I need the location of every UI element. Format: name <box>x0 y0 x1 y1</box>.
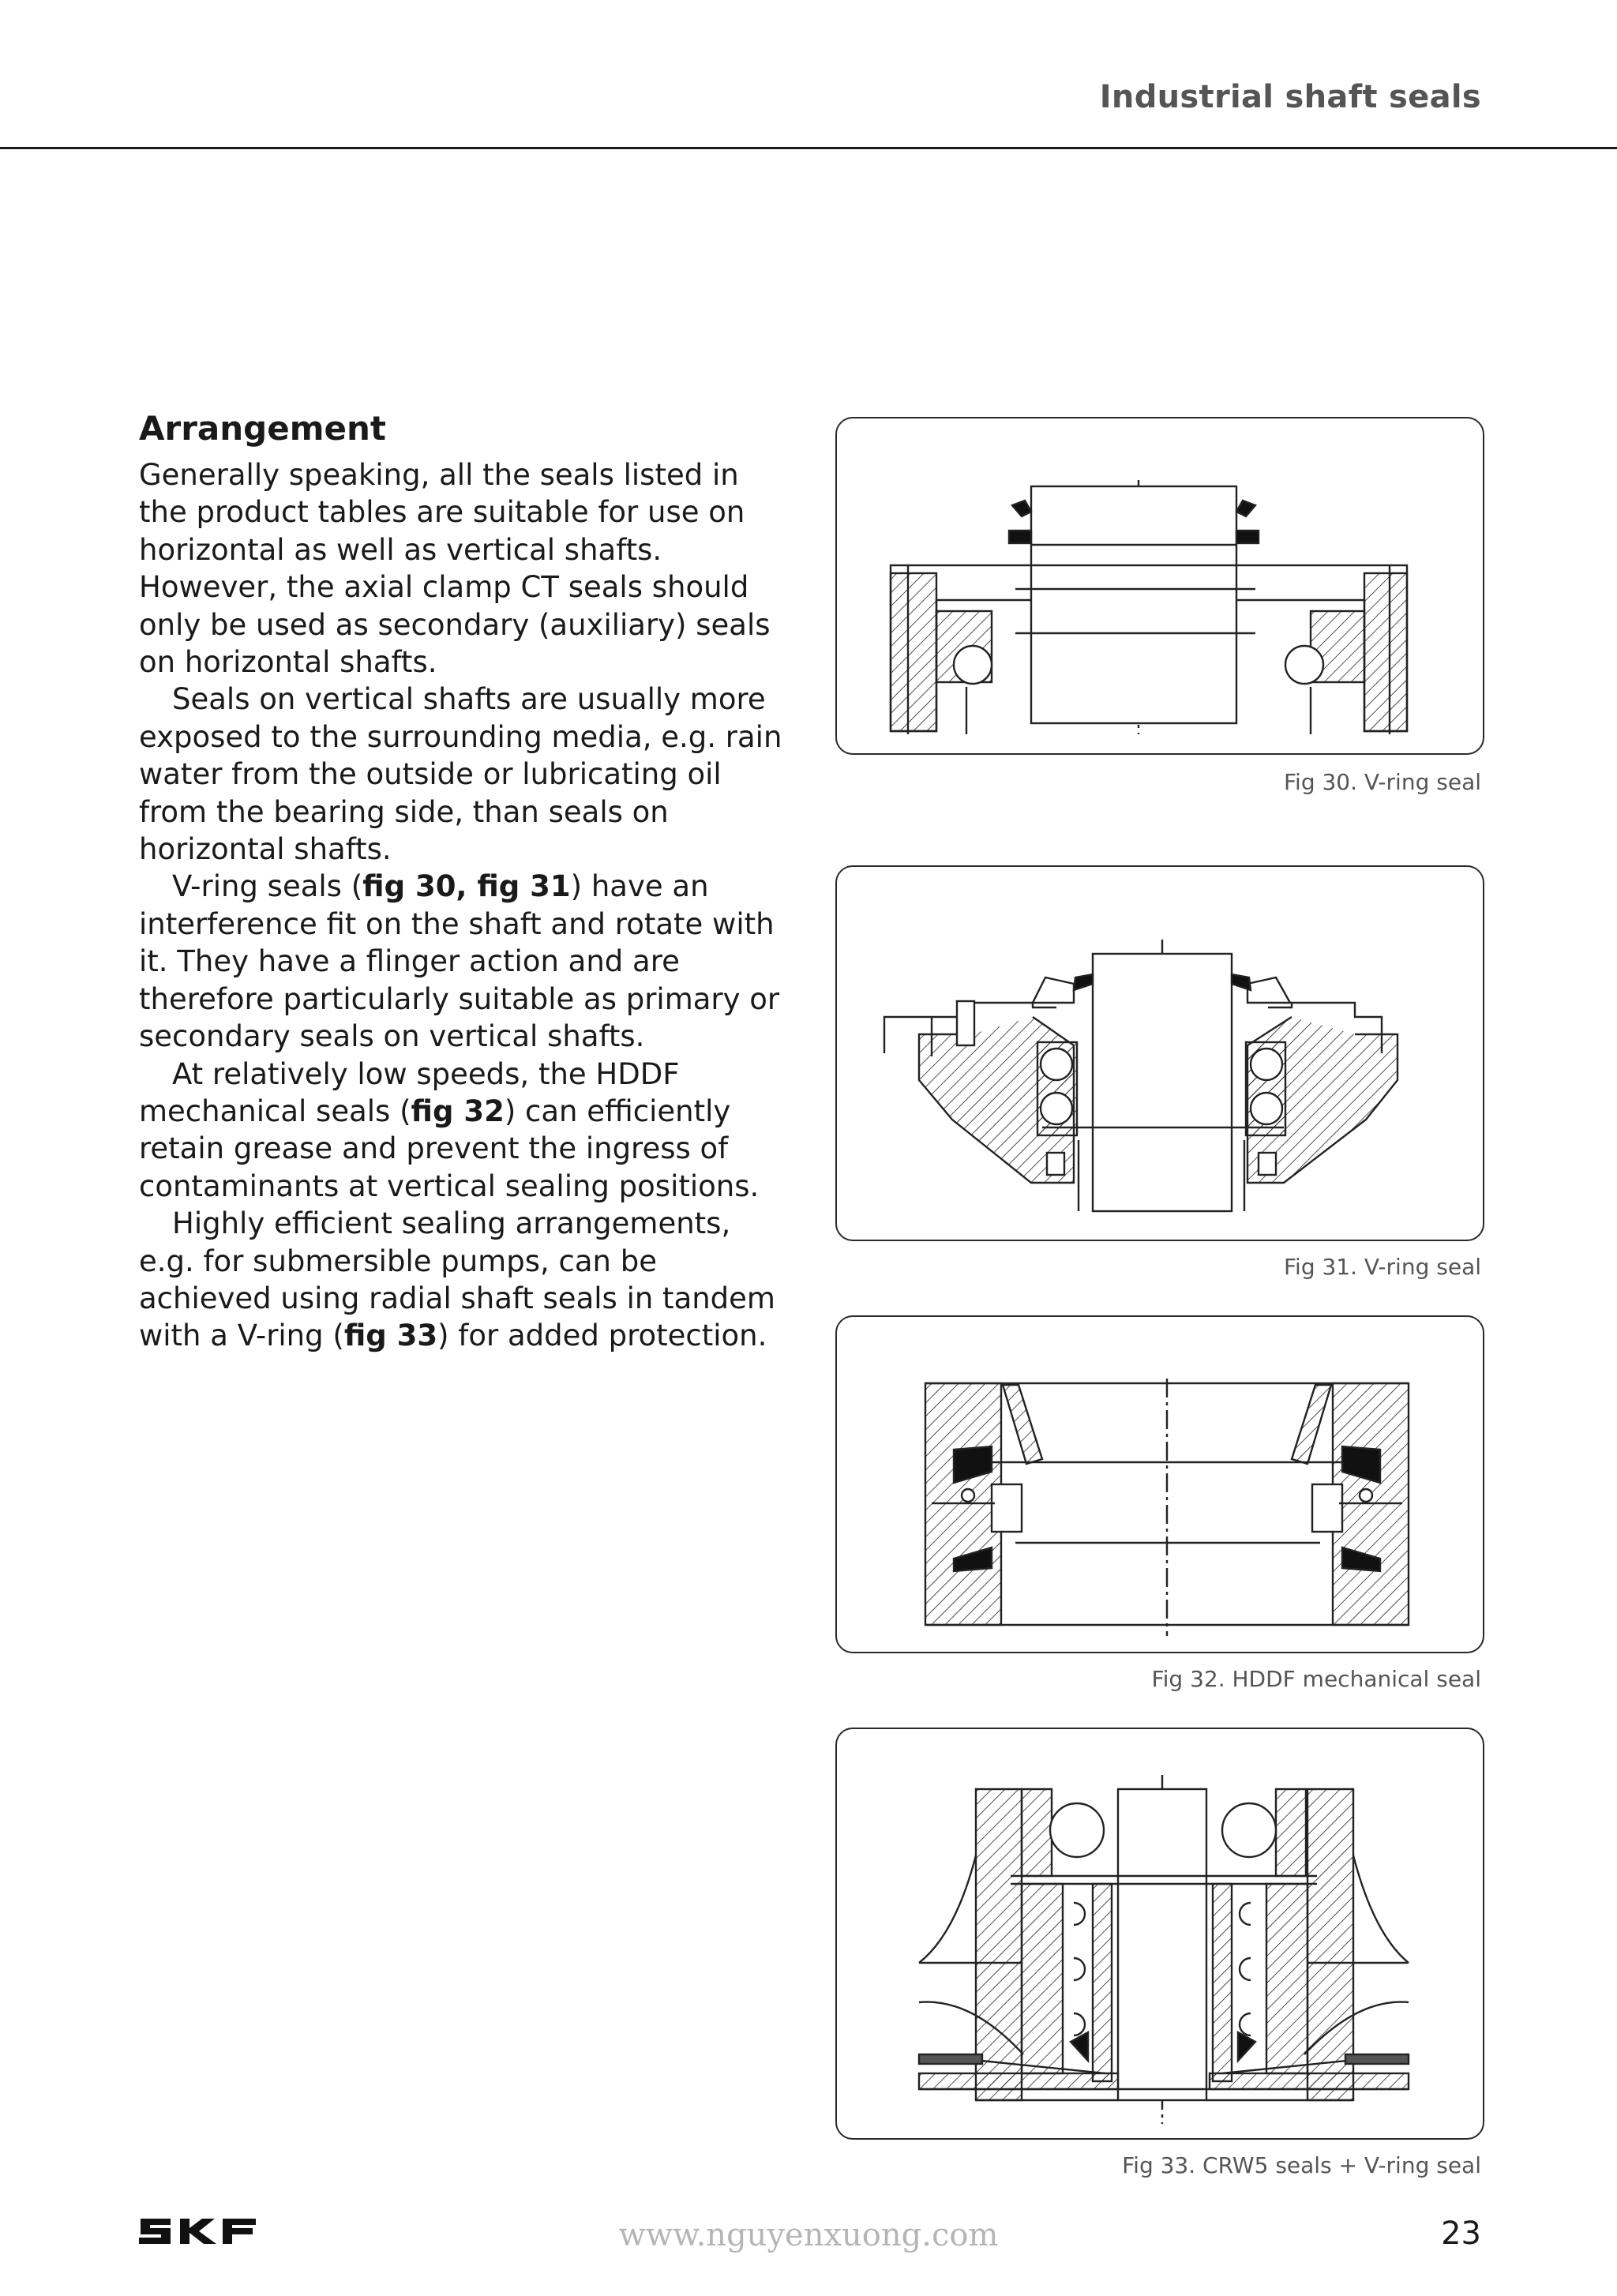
figure-33-caption: Fig 33. CRW5 seals + V-ring seal <box>1122 2152 1481 2178</box>
figure-31-drawing <box>837 867 1483 1240</box>
figure-reference: fig 32 <box>411 1094 505 1128</box>
paragraph-text: Seals on vertical shafts are usually more exposed to the surrounding media, e.g. rain water from the outside or lubricating oil from the bearing side, than seals on horizontal shafts. <box>139 682 782 867</box>
figure-31-frame <box>835 865 1484 1241</box>
figure-33-drawing <box>837 1729 1483 2138</box>
section-heading: Arrangement <box>139 409 386 448</box>
paragraph-text: Generally speaking, all the seals listed in the product tables are suitable for use on horizontal as well as vertical shafts. However, the axial clamp CT seals should only be used as secondary (auxiliary) seals on horizontal shafts. <box>139 458 771 680</box>
body-paragraph <box>139 1205 794 1355</box>
figure-reference: fig 30, fig 31 <box>362 869 571 904</box>
figure-32-frame <box>835 1315 1484 1653</box>
figure-32-drawing <box>837 1317 1483 1652</box>
figure-32-caption: Fig 32. HDDF mechanical seal <box>1151 1666 1481 1692</box>
figure-30-caption: Fig 30. V-ring seal <box>1283 769 1481 795</box>
figure-33-frame <box>835 1728 1484 2140</box>
watermark-url: www.nguyenxuong.com <box>618 2217 999 2253</box>
paragraph-text: ) have an interference fit on the shaft and rotate with it. They have a flinger action and are therefore particularly suitable as primary or secondary seals on vertical shafts. <box>139 869 780 1054</box>
figure-31-caption: Fig 31. V-ring seal <box>1283 1254 1481 1280</box>
page-number: 23 <box>1441 2215 1481 2252</box>
header-rule <box>0 147 1617 149</box>
figure-30-frame <box>835 417 1484 755</box>
body-paragraph <box>139 1056 794 1206</box>
paragraph-text: V-ring seals ( <box>172 869 363 904</box>
running-header-title: Industrial shaft seals <box>1099 79 1481 115</box>
body-paragraph <box>139 456 794 681</box>
body-paragraph <box>139 868 794 1055</box>
paragraph-text: Highly efficient sealing arrangements, e.g. for submersible pumps, can be achieved using radial shaft seals in tandem with a V-ring ( <box>139 1206 775 1353</box>
paragraph-text: ) can efficiently retain grease and prevent the ingress of contaminants at vertical sealing positions. <box>139 1094 760 1203</box>
paragraph-text: ) for added protection. <box>437 1319 767 1353</box>
body-text <box>139 456 794 1355</box>
figure-reference: fig 33 <box>343 1319 438 1353</box>
body-paragraph <box>139 681 794 868</box>
figure-30-drawing <box>837 418 1483 753</box>
paragraph-text: At relatively low speeds, the HDDF mechanical seals ( <box>139 1056 680 1128</box>
